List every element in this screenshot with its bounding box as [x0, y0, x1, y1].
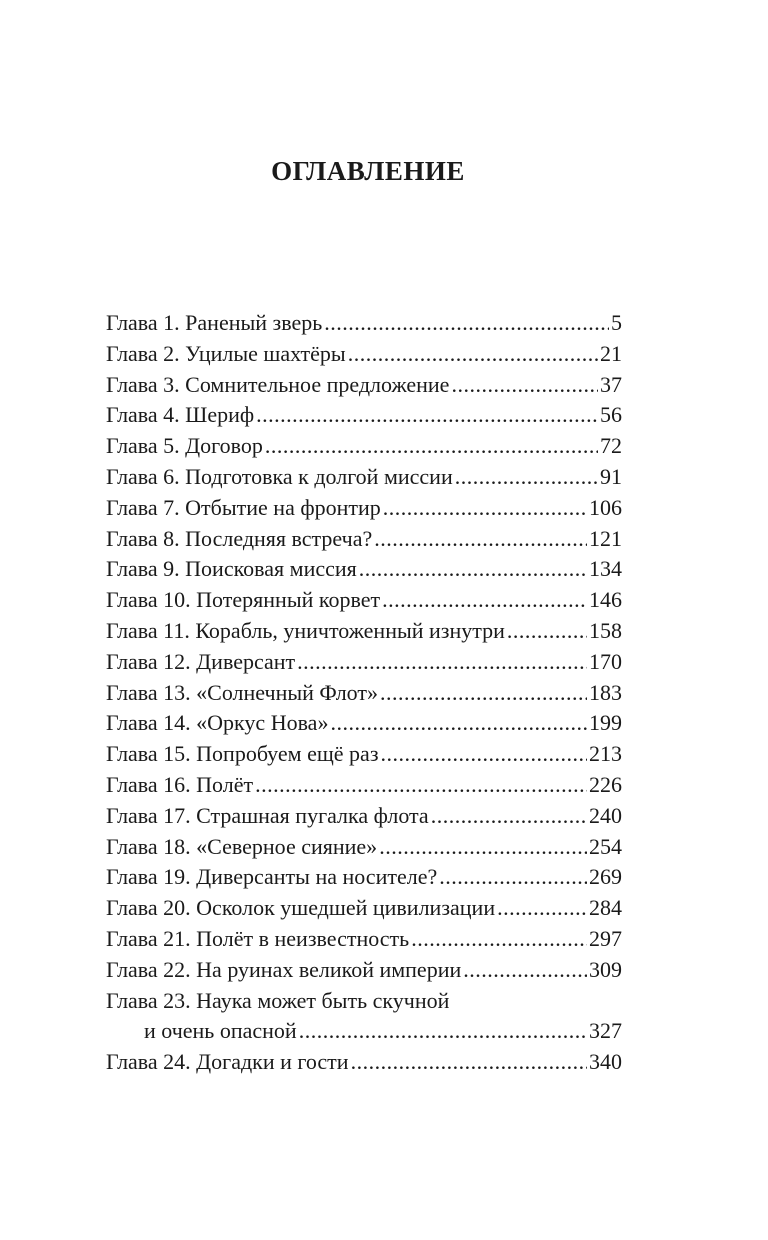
toc-entry[interactable] [106, 647, 622, 678]
toc-entry[interactable] [106, 462, 622, 493]
toc-entry-title: Глава 8. Последняя встреча? [106, 525, 373, 551]
toc-entry[interactable] [106, 616, 622, 647]
toc-entry[interactable] [106, 832, 622, 863]
toc-entry-page: 327 [589, 1018, 622, 1044]
dot-leader [374, 524, 587, 555]
dot-leader [324, 308, 609, 339]
toc-entry-page: 21 [600, 340, 622, 366]
dot-leader [431, 801, 587, 832]
toc-entry-continuation [106, 1016, 622, 1047]
toc-entry[interactable] [106, 924, 622, 955]
toc-entry-page: 254 [589, 833, 622, 859]
toc-entry-page: 284 [589, 895, 622, 921]
dot-leader [451, 370, 598, 401]
toc-entry-title: Глава 12. Диверсант [106, 648, 296, 674]
toc-entry-page: 91 [600, 463, 622, 489]
toc-entry-page: 146 [589, 587, 622, 613]
toc-entry-title: Глава 21. Полёт в неизвестность [106, 925, 410, 951]
toc-entry[interactable] [106, 770, 622, 801]
toc-entry[interactable] [106, 400, 622, 431]
toc-entry-title: Глава 9. Поисковая миссия [106, 556, 357, 582]
dot-leader [348, 339, 598, 370]
toc-entry[interactable] [106, 955, 622, 986]
toc-entry-title: Глава 19. Диверсанты на носителе? [106, 864, 438, 890]
toc-entry-page: 269 [589, 864, 622, 890]
toc-entry[interactable] [106, 585, 622, 616]
dot-leader [265, 431, 598, 462]
toc-entry[interactable] [106, 739, 622, 770]
toc-entry-title: Глава 23. Наука может быть скучной [106, 987, 450, 1013]
toc-entry-page: 56 [600, 402, 622, 428]
toc-entry[interactable] [106, 801, 622, 832]
toc-entry[interactable] [106, 708, 622, 739]
toc-entry-title: Глава 17. Страшная пугалка флота [106, 802, 429, 828]
dot-leader [379, 832, 587, 863]
toc-entry-page: 297 [589, 925, 622, 951]
dot-leader [507, 616, 587, 647]
toc-entry[interactable] [106, 893, 622, 924]
toc-entry-page: 213 [589, 741, 622, 767]
toc-entry[interactable] [106, 370, 622, 401]
toc-entry[interactable] [106, 493, 622, 524]
toc-entry-title: Глава 7. Отбытие на фронтир [106, 494, 381, 520]
toc-entry[interactable] [106, 1047, 622, 1078]
dot-leader [439, 862, 587, 893]
toc-entry-page: 240 [589, 802, 622, 828]
toc-entry[interactable] [106, 339, 622, 370]
toc-entry[interactable] [106, 986, 622, 1048]
toc-entry-page: 37 [600, 371, 622, 397]
toc-entry-page: 309 [589, 956, 622, 982]
dot-leader [382, 585, 587, 616]
toc-entry[interactable] [106, 524, 622, 555]
toc-entry-page: 226 [589, 771, 622, 797]
toc-entry-page: 170 [589, 648, 622, 674]
table-of-contents [106, 308, 622, 1078]
page-title: ОГЛАВЛЕНИЕ [271, 156, 465, 186]
toc-entry-title: Глава 3. Сомнительное предложение [106, 371, 450, 397]
toc-entry-title: Глава 16. Полёт [106, 771, 254, 797]
dot-leader [383, 493, 587, 524]
dot-leader [256, 400, 598, 431]
dot-leader [297, 647, 587, 678]
toc-entry-title: Глава 2. Уцилые шахтёры [106, 340, 346, 366]
toc-entry[interactable] [106, 678, 622, 709]
toc-entry-page: 106 [589, 494, 622, 520]
toc-entry-page: 72 [600, 433, 622, 459]
dot-leader [359, 554, 587, 585]
toc-entry[interactable] [106, 431, 622, 462]
toc-entry-page: 5 [611, 310, 622, 335]
dot-leader [455, 462, 598, 493]
toc-entry-title: Глава 18. «Северное сияние» [106, 833, 378, 859]
toc-entry-title: Глава 1. Раненый зверь [106, 310, 323, 335]
dot-leader [299, 1016, 587, 1047]
toc-entry-title: Глава 14. «Оркус Нова» [106, 710, 329, 736]
toc-entry-title: Глава 5. Договор [106, 433, 263, 459]
toc-entry-title: Глава 24. Догадки и гости [106, 1049, 349, 1075]
toc-entry-page: 183 [589, 679, 622, 705]
dot-leader [381, 739, 587, 770]
dot-leader [380, 678, 587, 709]
toc-entry-title: Глава 6. Подготовка к долгой миссии [106, 463, 453, 489]
toc-entry-title: Глава 4. Шериф [106, 402, 255, 428]
toc-entry[interactable] [106, 554, 622, 585]
dot-leader [255, 770, 587, 801]
dot-leader [330, 708, 587, 739]
toc-entry-title: Глава 15. Попробуем ещё раз [106, 741, 379, 767]
toc-entry-title: Глава 22. На руинах великой империи [106, 956, 462, 982]
dot-leader [497, 893, 587, 924]
toc-entry-page: 340 [589, 1049, 622, 1075]
toc-entry[interactable] [106, 308, 622, 339]
toc-entry-page: 121 [589, 525, 622, 551]
dot-leader [411, 924, 587, 955]
toc-entry-title-continuation: и очень опасной [144, 1018, 297, 1044]
toc-entry-page: 158 [589, 617, 622, 643]
toc-entry-title: Глава 11. Корабль, уничтоженный изнутри [106, 617, 505, 643]
toc-entry-title: Глава 13. «Солнечный Флот» [106, 679, 379, 705]
toc-entry-title: Глава 10. Потерянный корвет [106, 587, 381, 613]
toc-entry-page: 134 [589, 556, 622, 582]
toc-entry-page: 199 [589, 710, 622, 736]
dot-leader [351, 1047, 587, 1078]
toc-entry-title: Глава 20. Осколок ушедшей цивилизации [106, 895, 496, 921]
toc-entry[interactable] [106, 862, 622, 893]
dot-leader [463, 955, 587, 986]
